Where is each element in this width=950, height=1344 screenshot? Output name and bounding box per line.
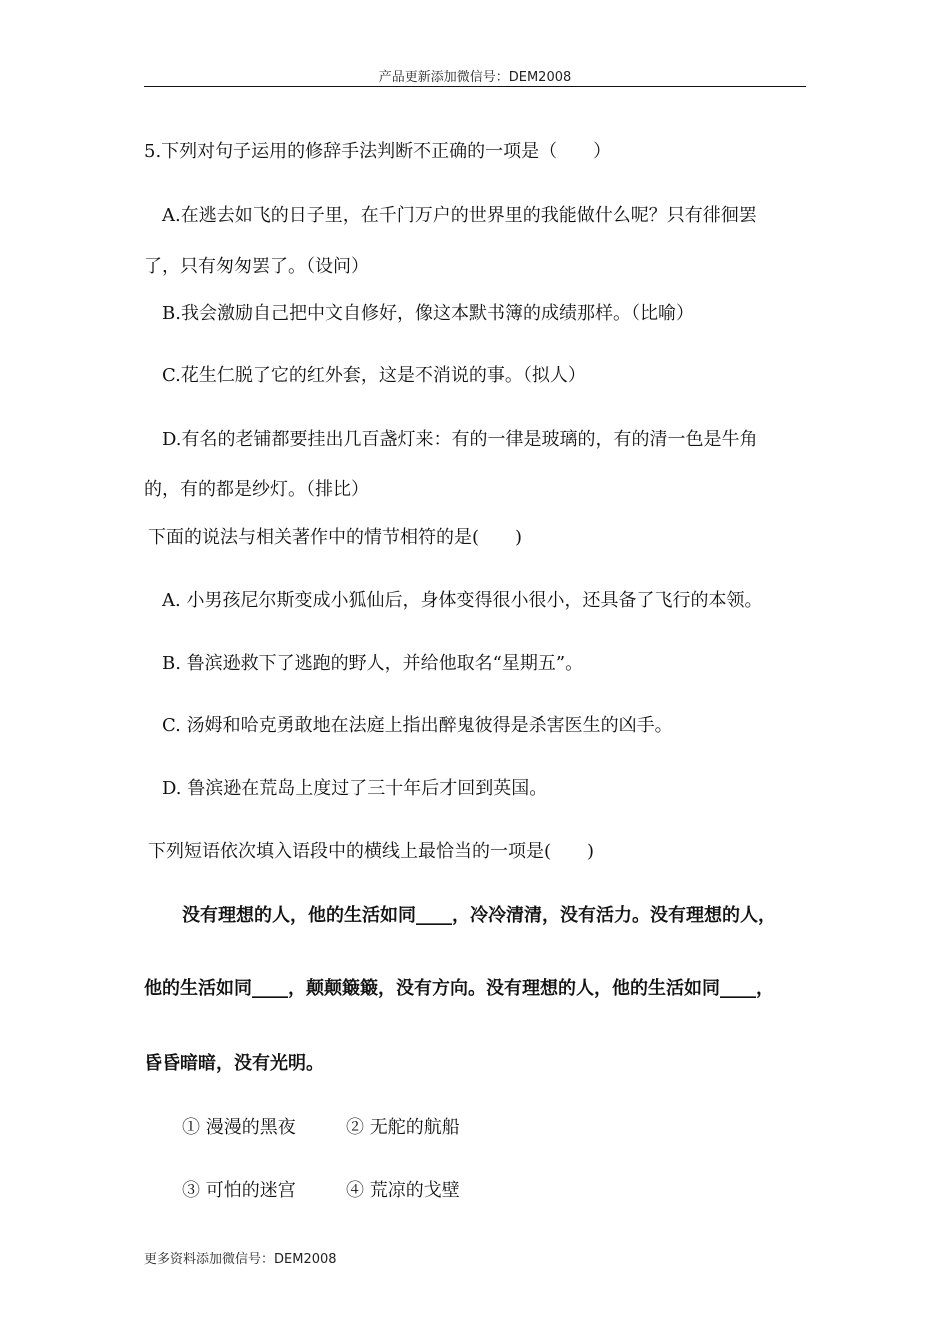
q6-stem: 下面的说法与相关著作中的情节相符的是( ): [148, 527, 523, 548]
q5-option-a-line2: 了，只有匆匆罢了。（设问）: [144, 256, 369, 277]
q5-option-c: C.花生仁脱了它的红外套，这是不消说的事。（拟人）: [162, 365, 586, 386]
q6-option-c: C. 汤姆和哈克勇敢地在法庭上指出醉鬼彼得是杀害医生的凶手。: [162, 715, 673, 736]
q7-passage-line3: 昏昏暗暗，没有光明。: [144, 1053, 324, 1074]
page-footer: 更多资料添加微信号：DEM2008: [144, 1252, 337, 1267]
q5-option-d-line1: D.有名的老铺都要挂出几百盏灯来：有的一律是玻璃的，有的清一色是牛角: [162, 429, 758, 450]
q7-passage-line2: 他的生活如同____，颠颠簸簸，没有方向。没有理想的人，他的生活如同____，: [144, 978, 774, 999]
q6-option-a: A. 小男孩尼尔斯变成小狐仙后，身体变得很小很小，还具备了飞行的本领。: [162, 590, 763, 611]
q5-option-d-line2: 的，有的都是纱灯。（排比）: [144, 479, 369, 500]
q6-option-d: D. 鲁滨逊在荒岛上度过了三十年后才回到英国。: [162, 778, 548, 799]
page-header: 产品更新添加微信号：DEM2008: [378, 70, 572, 85]
q5-stem: 5.下列对句子运用的修辞手法判断不正确的一项是（ ）: [144, 141, 612, 162]
q7-option-4: ④ 荒凉的戈壁: [346, 1180, 460, 1201]
header-rule: [144, 86, 806, 87]
q7-option-3: ③ 可怕的迷宫: [182, 1180, 296, 1201]
q5-option-b: B.我会激励自己把中文自修好，像这本默书簿的成绩那样。（比喻）: [162, 303, 694, 324]
q6-option-b: B. 鲁滨逊救下了逃跑的野人，并给他取名“星期五”。: [162, 653, 584, 674]
q7-option-2: ② 无舵的航船: [346, 1117, 460, 1138]
q5-option-a-line1: A.在逃去如飞的日子里，在千门万户的世界里的我能做什么呢？只有徘徊罢: [162, 205, 757, 226]
q7-passage-line1: 没有理想的人，他的生活如同____，冷冷清清，没有活力。没有理想的人，: [182, 905, 776, 926]
q7-option-1: ① 漫漫的黑夜: [182, 1117, 296, 1138]
q7-stem: 下列短语依次填入语段中的横线上最恰当的一项是( ): [148, 841, 595, 862]
